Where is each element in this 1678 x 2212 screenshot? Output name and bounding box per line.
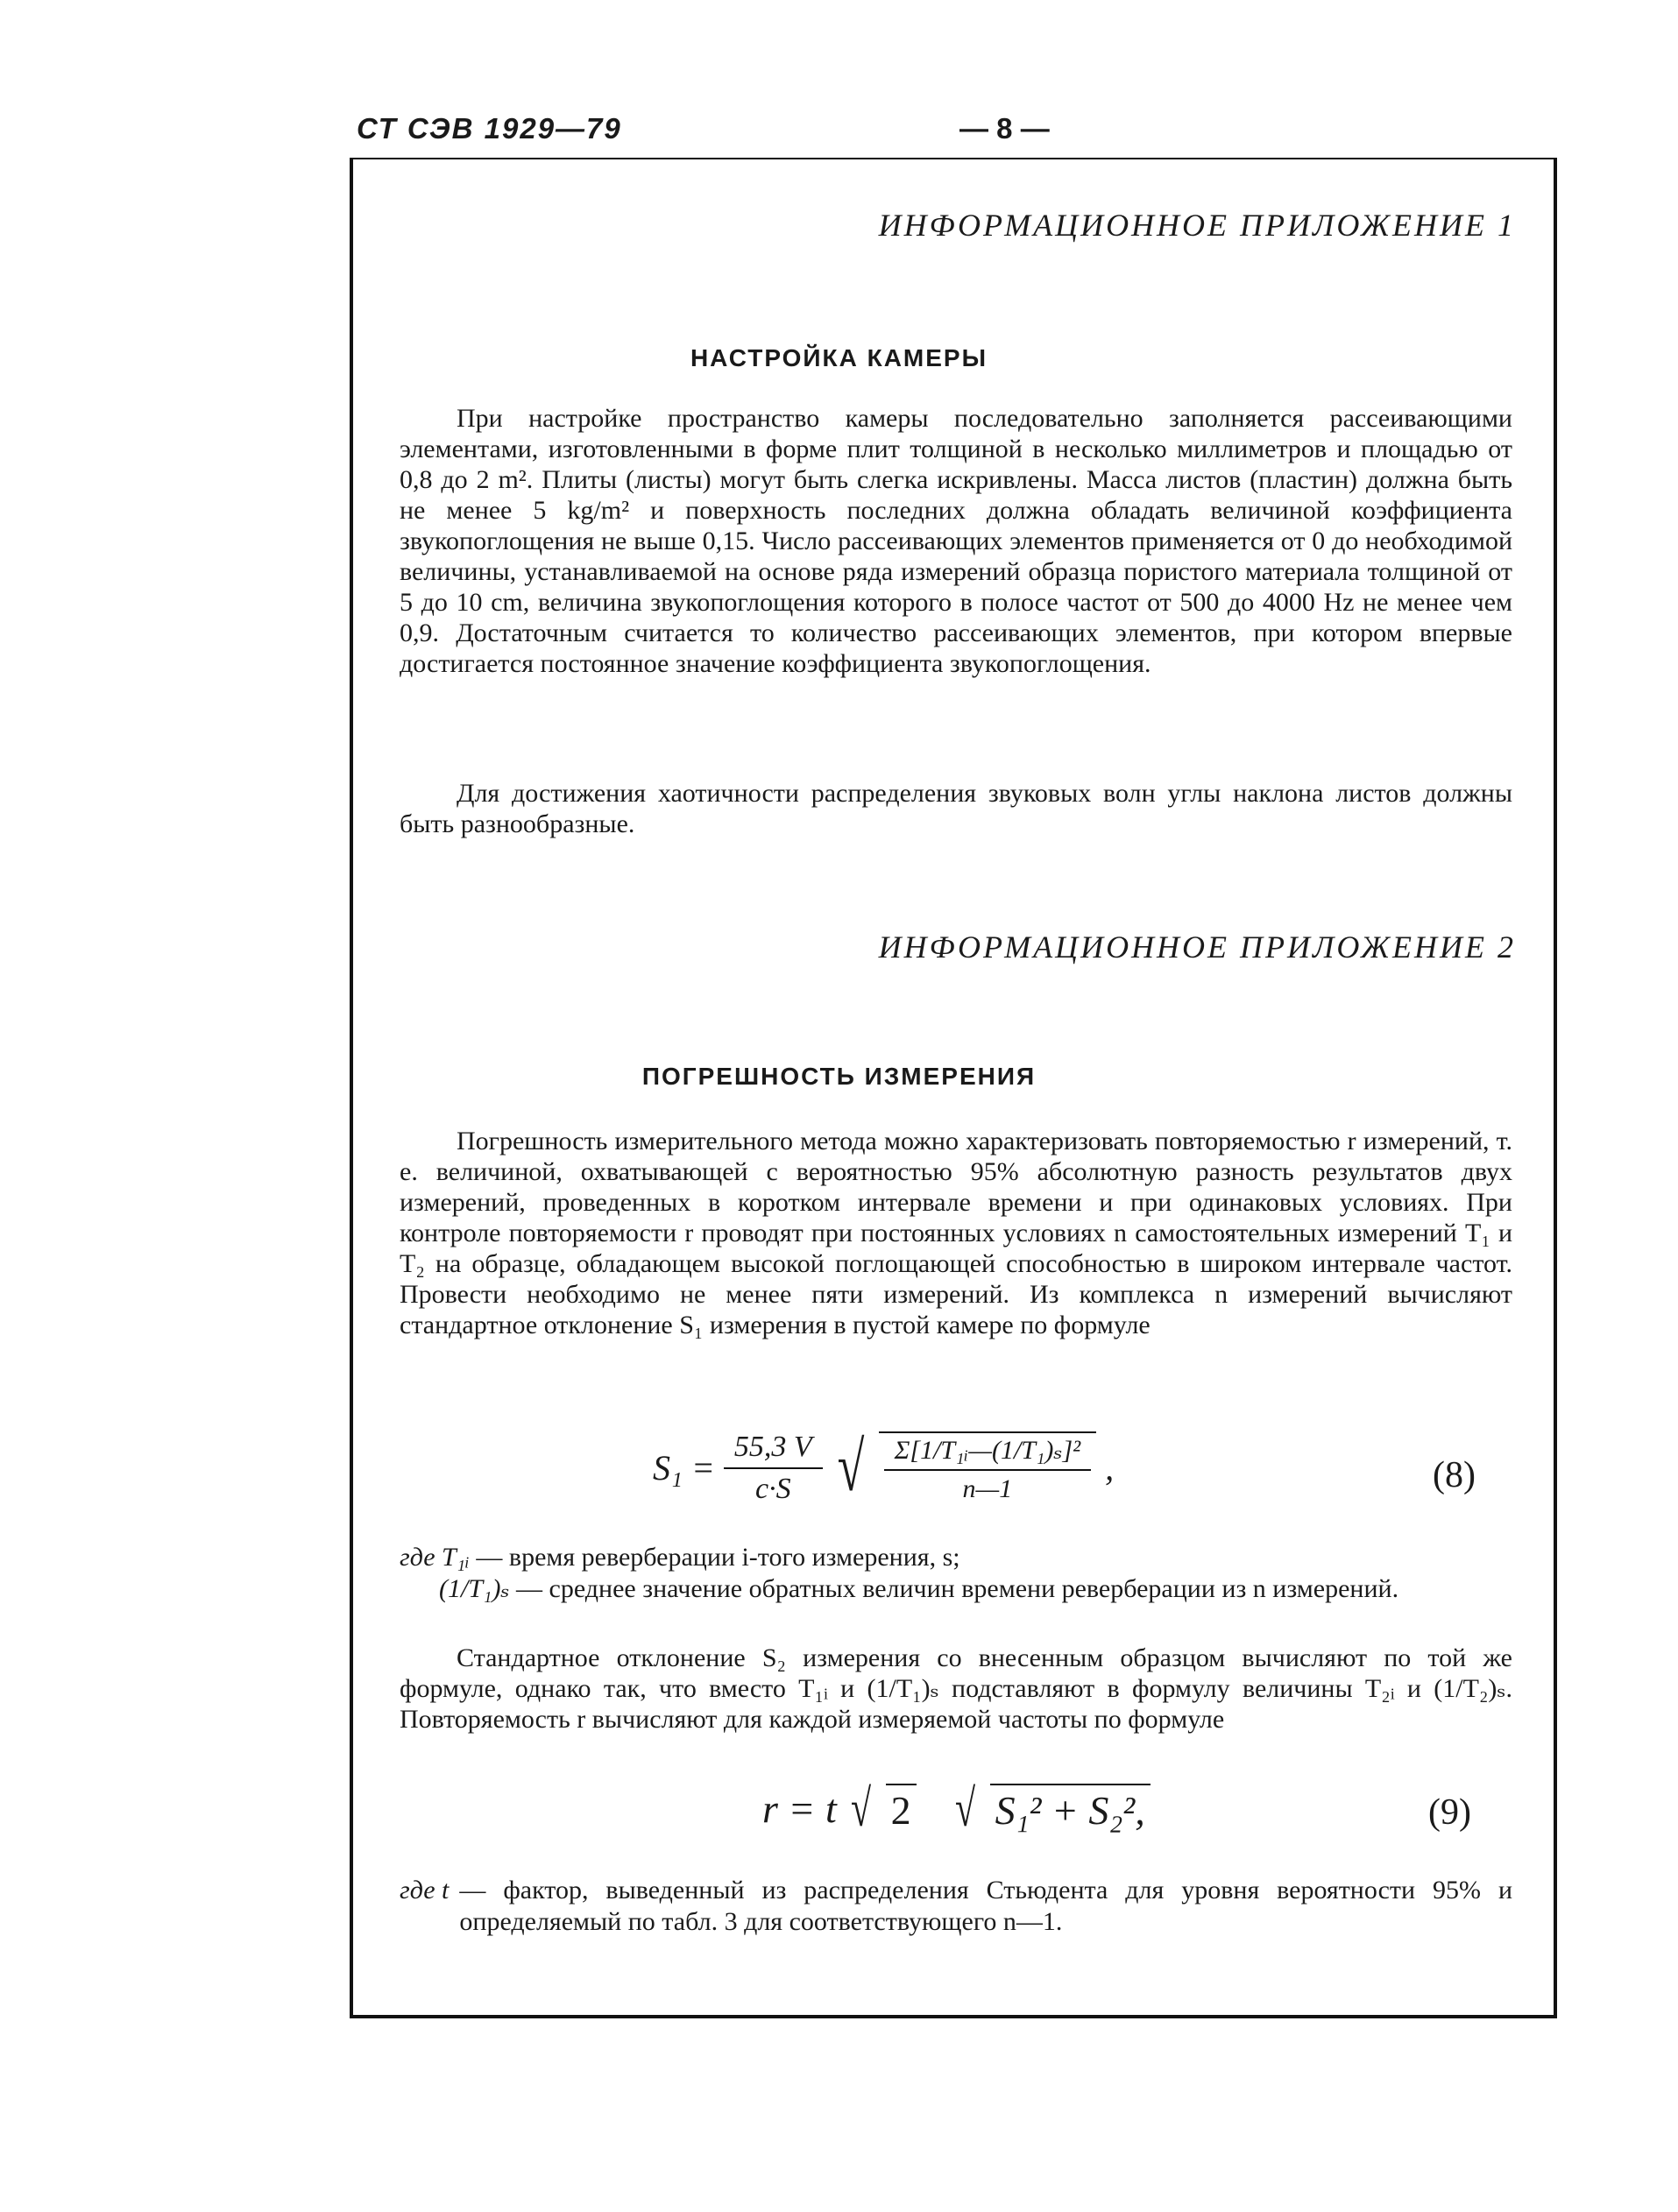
appendix-2-label: ИНФОРМАЦИОННОЕ ПРИЛОЖЕНИЕ 2 [878,929,1516,965]
definition-term: (1/T₁)ₛ [439,1574,510,1603]
appendix-1-paragraph-1: При настройке пространство камеры последовательно заполняется рассеивающими элементами, изготовленными в форме плит толщиной в несколько миллиметров и площадью от 0,8 до 2 m². Плиты (листы) могут быть слегка искривлены. Масса листов (пластин) должна быть не менее 5 kg/m² и поверхность последних должна обладать величиной коэффициента звукопоглощения не выше 0,15. Число рассеивающих элементов применяется от 0 до необходимой величины, устанавливаемой на основе ряда измерений образца пористого материала толщиной от 5 до 10 cm, величина звукопоглощения которого в полосе частот от 500 до 4000 Hz не менее чем 0,9. Достаточным считается то количество рассеивающих элементов, при котором впервые достигается постоянное значение коэффициента звукопоглощения. [400,404,1512,678]
definitions-2 [400,1875,1512,1938]
equation-number-9: (9) [1428,1792,1471,1833]
sqrt-icon: √ [851,1779,872,1837]
definition-row [400,1542,1512,1573]
standard-code: СТ СЭВ 1929—79 [357,112,622,145]
definition-row [400,1573,1512,1605]
formula-9 [762,1778,1151,1839]
definition-term: где T₁ᵢ [400,1543,470,1572]
page-number: — 8 — [959,112,1050,145]
appendix-2-title: ПОГРЕШНОСТЬ ИЗМЕРЕНИЯ [641,1063,1037,1090]
formula-8-root-fraction [879,1431,1097,1504]
sqrt-icon: √ [837,1429,865,1506]
formula-8-lhs: S₁ = [653,1448,715,1488]
formula-9-root-1: 2 [886,1784,917,1834]
appendix-2-paragraph-1: Погрешность измерительного метода можно характеризовать повторяемостью r измерений, т. е. величиной, охватывающей с вероятностью 95% абсолютную разность результатов двух измерений, проведенных в коротком интервале времени и при одинаковых условиях. При контроле повторяемости r проводят при постоянных условиях n самостоятельных измерений T₁ и T₂ на образце, обладающем высокой поглощающей способностью в широком интервале частот. Провести необходимо не менее пяти измерений. Из комплекса n измерений вычисляют стандартное отклонение S₁ измерения в пустой камере по формуле [400,1127,1512,1339]
definition-desc: — среднее значение обратных величин времени реверберации из n измерений. [516,1574,1399,1603]
appendix-2-paragraph-2: Стандартное отклонение S₂ измерения со внесенным образцом вычисляют по той же формуле, однако так, что вместо T₁ᵢ и (1/T₁)ₛ подставляют в формулу величины T₂ᵢ и (1/T₂)ₛ. Повторяемость r вычисляют для каждой измеряемой частоты по формуле [400,1643,1512,1734]
definitions-1 [400,1542,1512,1605]
formula-8-tail: , [1105,1448,1115,1488]
appendix-1-label: ИНФОРМАЦИОННОЕ ПРИЛОЖЕНИЕ 1 [878,208,1516,243]
appendix-1-paragraph-2: Для достижения хаотичности распределения звуковых волн углы наклона листов должны быть разнообразные. [400,779,1512,838]
formula-8 [653,1428,1114,1508]
definition-desc: — время реверберации i-того измерения, s; [476,1543,960,1572]
formula-8-root-numerator: Σ[1/T₁ᵢ—(1/T₁)ₛ]² [884,1435,1092,1471]
appendix-1-title: НАСТРОЙКА КАМЕРЫ [690,344,988,371]
definition-term: где t [400,1876,450,1905]
definition-desc: — фактор, выведенный из распределения Стьюдента для уровня вероятности 95% и определяемый по табл. 3 для соответствующего n—1. [459,1876,1512,1936]
sqrt-icon: √ [955,1779,976,1837]
formula-8-fraction-denominator: c·S [755,1472,791,1505]
formula-8-root-denominator: n—1 [962,1474,1013,1503]
formula-9-root-2: S₁² + S₂², [990,1784,1151,1834]
formula-8-fraction-numerator: 55,3 V [724,1431,823,1469]
formula-9-lhs: r = t [762,1786,837,1831]
formula-8-fraction [724,1431,823,1506]
equation-number-8: (8) [1433,1455,1476,1495]
